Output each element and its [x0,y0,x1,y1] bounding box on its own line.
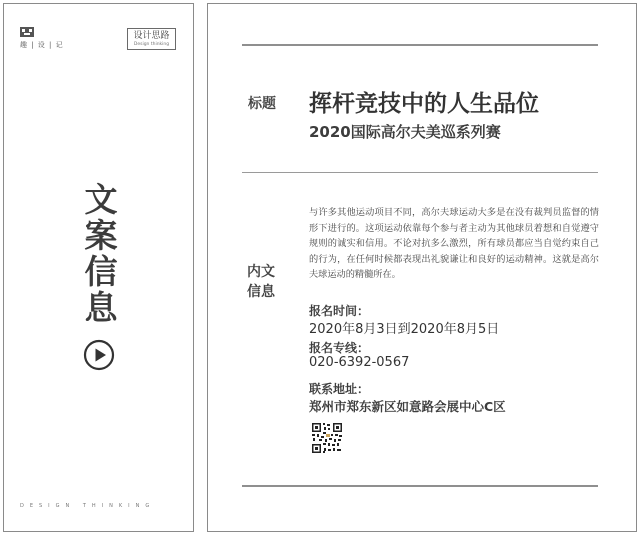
brand-logo [20,27,76,50]
vertical-title-char: 文 [84,180,118,219]
hotline-label: 报名专线： [309,341,370,355]
address-label: 联系地址： [309,382,370,396]
left-panel [3,3,194,532]
subtitle: 2020国际高尔夫美巡系列赛 [309,123,501,141]
design-thinking-tag [127,28,176,50]
play-icon[interactable] [83,339,115,371]
body-paragraph: 与许多其他运动项目不同，高尔夫球运动大多是在没有裁判员监督的情形下进行的。这项运动依靠每个参与者主动为其他球员着想和自觉遵守规则的诚实和信用。不论对抗多么激烈，所有球员都应当自觉约束自己的行为，在任何时候都表现出礼貌谦让和良好的运动精神。这就是高尔夫球运动的精髓所在。 [309,207,599,280]
title-label: 标题 [248,96,276,112]
hotline-value: 020-6392-0567 [309,355,410,370]
vertical-title-char: 案 [84,216,118,255]
content-label-line1: 内文 [247,264,275,280]
main-title: 挥杆竞技中的人生品位 [309,91,539,117]
reg-time-label: 报名时间： [309,304,370,318]
divider-bottom [242,485,598,487]
address-value: 郑州市郑东新区如意路会展中心C区 [309,399,506,414]
brand-text: 趣 | 设 | 记 [20,41,64,49]
tag-sub: Design thinking [133,42,170,47]
footer-text: DESIGN THINKING [20,503,156,509]
tag-main: 设计思路 [133,31,170,41]
reg-time-value: 2020年8月3日到2020年8月5日 [309,322,500,337]
vertical-title-char: 息 [84,288,118,327]
divider-top [242,44,598,46]
divider-middle [242,172,598,173]
vertical-title [78,182,124,326]
qr-code-icon [311,422,343,454]
vertical-title-char: 信 [84,252,118,291]
content-label-line2: 信息 [247,284,275,300]
brand-logo-icon [20,27,34,37]
